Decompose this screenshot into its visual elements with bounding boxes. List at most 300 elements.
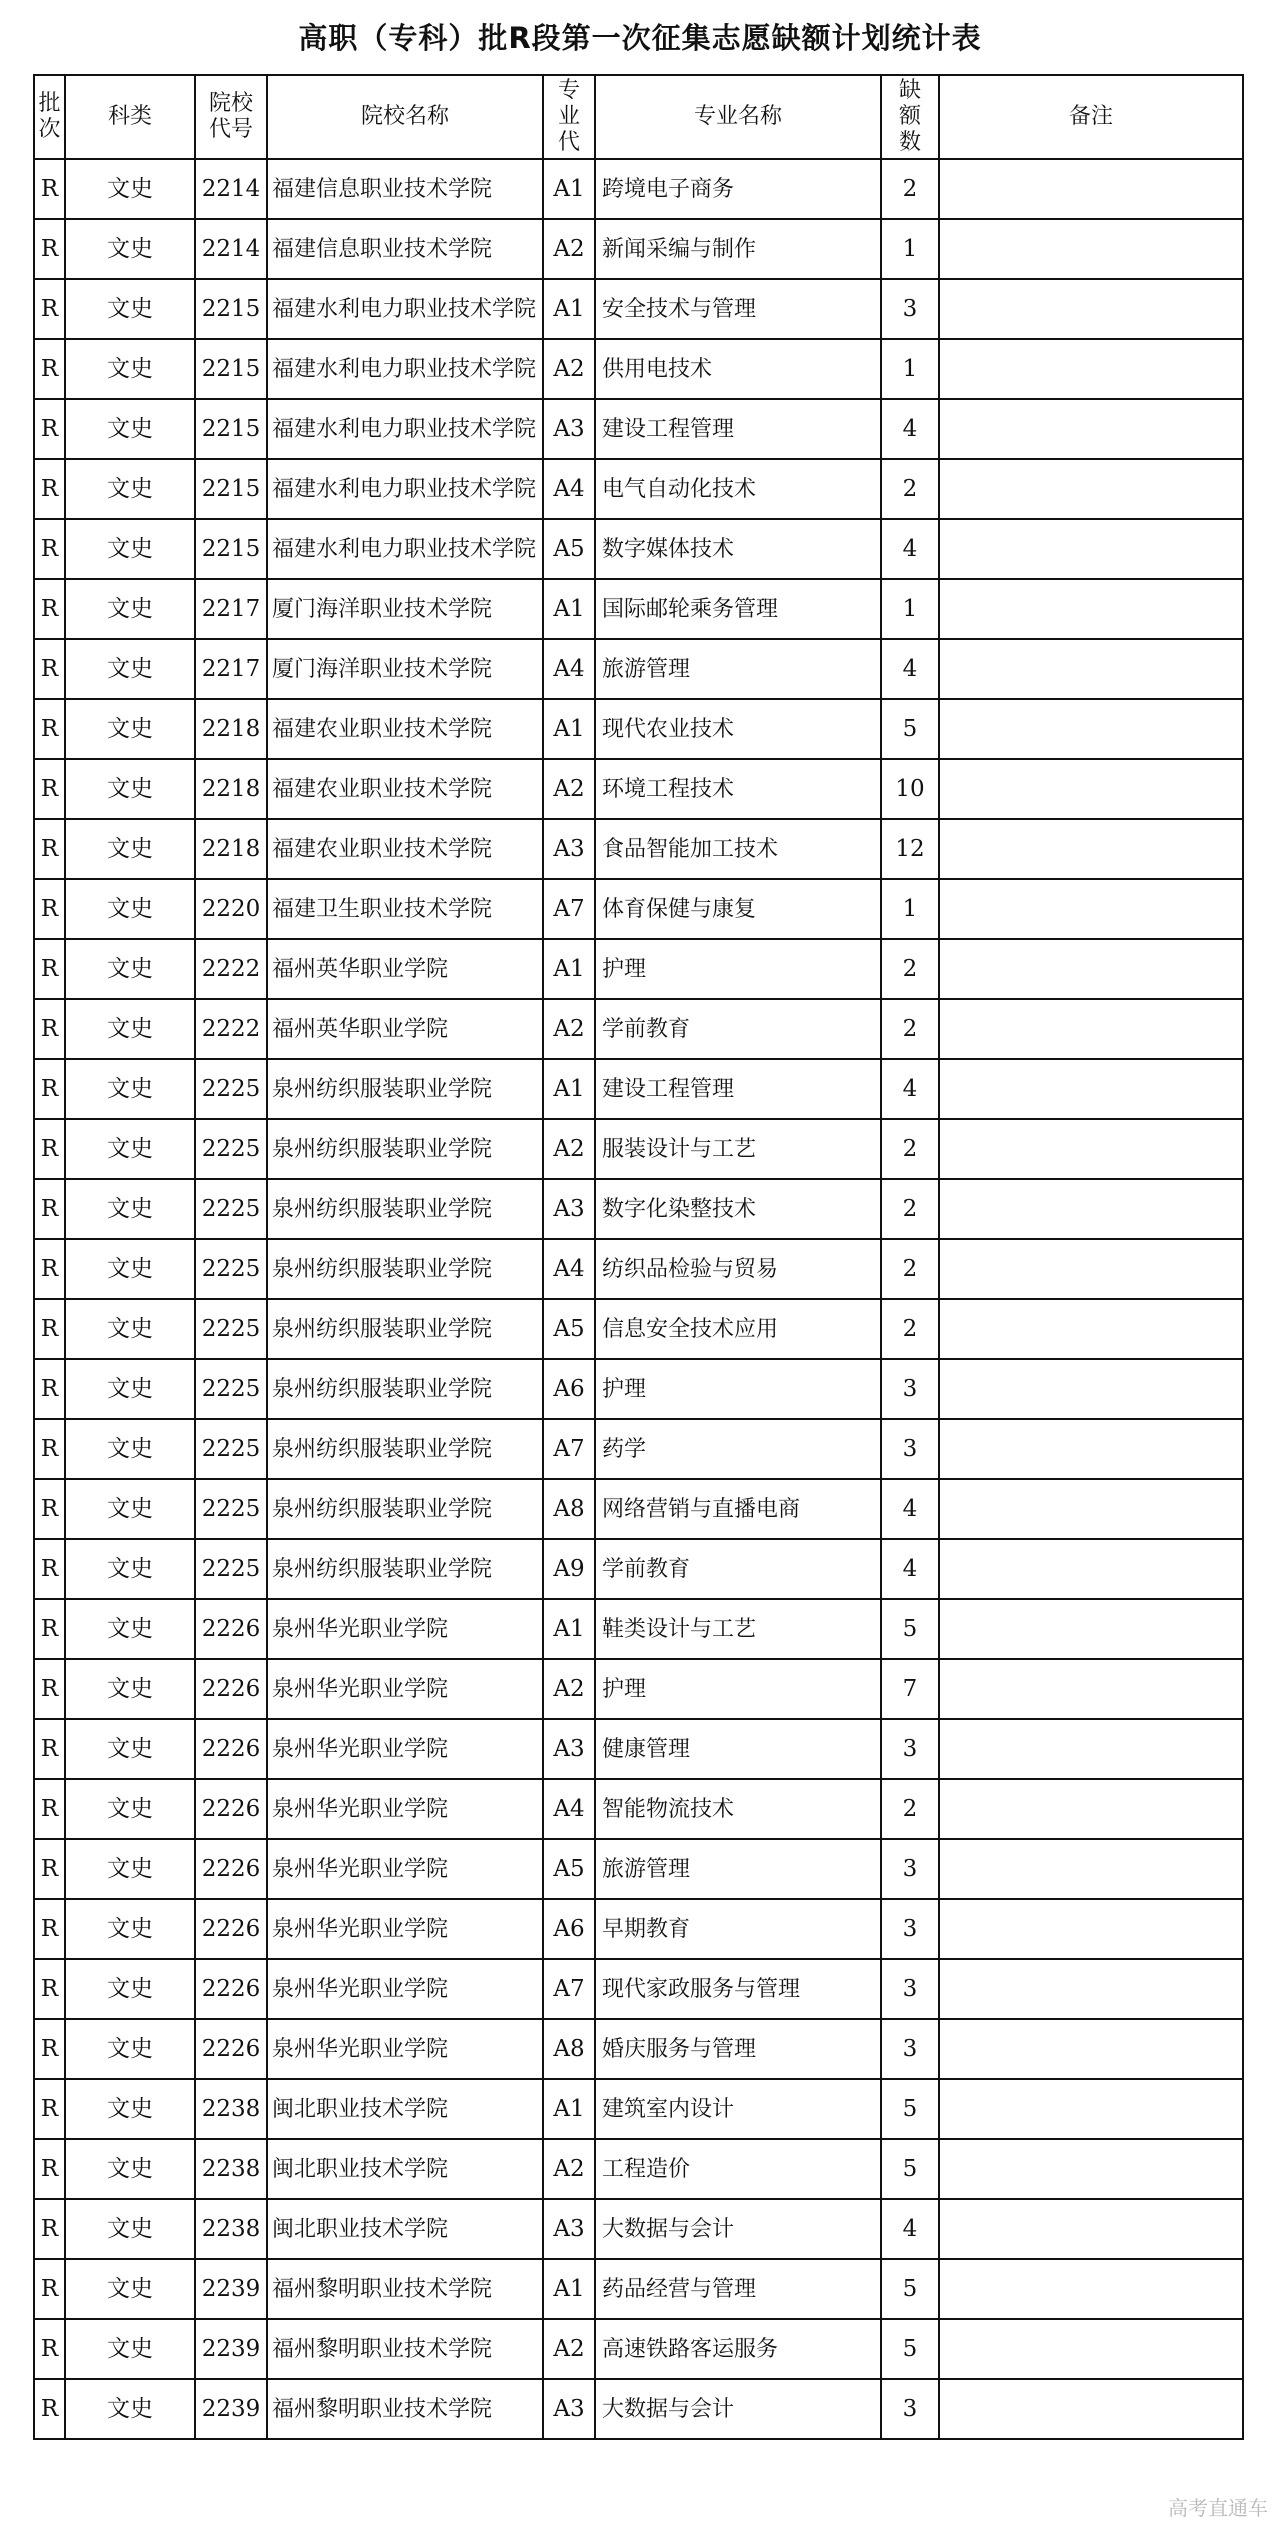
cell-note: [939, 2079, 1243, 2139]
cell-school-code: 2218: [195, 699, 267, 759]
cell-major-code: A4: [543, 1779, 595, 1839]
table-row: [34, 459, 1243, 519]
cell-note: [939, 459, 1243, 519]
table-row: [34, 1659, 1243, 1719]
cell-school-name: 泉州纺织服装职业学院: [267, 1119, 543, 1179]
cell-major-code: A6: [543, 1359, 595, 1419]
cell-major-name: 药学: [595, 1419, 881, 1479]
cell-major-code: A1: [543, 2259, 595, 2319]
cell-major-code: A4: [543, 1239, 595, 1299]
cell-vacancy: 3: [881, 2019, 939, 2079]
cell-vacancy: 3: [881, 1419, 939, 1479]
cell-major-code: A7: [543, 879, 595, 939]
cell-school-code: 2214: [195, 219, 267, 279]
cell-school-name: 福建农业职业技术学院: [267, 759, 543, 819]
cell-major-name: 现代家政服务与管理: [595, 1959, 881, 2019]
cell-note: [939, 399, 1243, 459]
cell-school-code: 2226: [195, 1839, 267, 1899]
cell-subject: 文史: [65, 1299, 195, 1359]
table-row: [34, 1239, 1243, 1299]
cell-vacancy: 10: [881, 759, 939, 819]
cell-note: [939, 2139, 1243, 2199]
cell-vacancy: 4: [881, 1059, 939, 1119]
cell-school-name: 泉州华光职业学院: [267, 1839, 543, 1899]
table-row: [34, 279, 1243, 339]
cell-school-name: 福州英华职业学院: [267, 999, 543, 1059]
cell-major-name: 药品经营与管理: [595, 2259, 881, 2319]
cell-vacancy: 3: [881, 1839, 939, 1899]
cell-school-name: 泉州纺织服装职业学院: [267, 1299, 543, 1359]
table-row: [34, 999, 1243, 1059]
cell-subject: 文史: [65, 2139, 195, 2199]
cell-major-name: 婚庆服务与管理: [595, 2019, 881, 2079]
cell-subject: 文史: [65, 2319, 195, 2379]
cell-school-name: 泉州纺织服装职业学院: [267, 1479, 543, 1539]
cell-batch: R: [34, 1599, 65, 1659]
cell-vacancy: 3: [881, 1959, 939, 2019]
table-row: [34, 939, 1243, 999]
cell-school-code: 2225: [195, 1299, 267, 1359]
cell-batch: R: [34, 579, 65, 639]
cell-batch: R: [34, 2379, 65, 2439]
cell-vacancy: 4: [881, 519, 939, 579]
cell-major-code: A2: [543, 759, 595, 819]
cell-vacancy: 3: [881, 1899, 939, 1959]
cell-major-name: 智能物流技术: [595, 1779, 881, 1839]
cell-vacancy: 5: [881, 699, 939, 759]
table-row: [34, 819, 1243, 879]
cell-note: [939, 1959, 1243, 2019]
cell-school-name: 泉州纺织服装职业学院: [267, 1179, 543, 1239]
table-row: [34, 1059, 1243, 1119]
cell-major-name: 信息安全技术应用: [595, 1299, 881, 1359]
cell-school-name: 福州黎明职业技术学院: [267, 2379, 543, 2439]
table-row: [34, 1839, 1243, 1899]
cell-note: [939, 1779, 1243, 1839]
cell-vacancy: 2: [881, 459, 939, 519]
watermark: 高考直通车: [1168, 2496, 1268, 2520]
cell-school-code: 2226: [195, 1719, 267, 1779]
cell-school-code: 2225: [195, 1119, 267, 1179]
cell-major-code: A1: [543, 1599, 595, 1659]
cell-note: [939, 2259, 1243, 2319]
cell-subject: 文史: [65, 759, 195, 819]
cell-vacancy: 5: [881, 2079, 939, 2139]
cell-batch: R: [34, 879, 65, 939]
table-row: [34, 2139, 1243, 2199]
header-vacancy: 缺 额 数: [881, 75, 939, 159]
cell-school-code: 2239: [195, 2379, 267, 2439]
cell-major-code: A5: [543, 1839, 595, 1899]
cell-batch: R: [34, 2139, 65, 2199]
cell-major-code: A7: [543, 1959, 595, 2019]
cell-subject: 文史: [65, 2259, 195, 2319]
cell-school-name: 泉州纺织服装职业学院: [267, 1419, 543, 1479]
cell-major-code: A2: [543, 999, 595, 1059]
cell-major-code: A4: [543, 459, 595, 519]
cell-note: [939, 879, 1243, 939]
cell-subject: 文史: [65, 579, 195, 639]
cell-batch: R: [34, 699, 65, 759]
cell-school-code: 2226: [195, 1659, 267, 1719]
cell-major-code: A4: [543, 639, 595, 699]
cell-vacancy: 12: [881, 819, 939, 879]
cell-major-name: 食品智能加工技术: [595, 819, 881, 879]
cell-vacancy: 2: [881, 999, 939, 1059]
cell-vacancy: 2: [881, 1239, 939, 1299]
cell-major-name: 早期教育: [595, 1899, 881, 1959]
cell-school-name: 福建水利电力职业技术学院: [267, 279, 543, 339]
cell-school-code: 2225: [195, 1179, 267, 1239]
cell-school-code: 2222: [195, 939, 267, 999]
cell-school-code: 2225: [195, 1479, 267, 1539]
cell-major-name: 工程造价: [595, 2139, 881, 2199]
cell-major-name: 大数据与会计: [595, 2199, 881, 2259]
cell-batch: R: [34, 2199, 65, 2259]
cell-vacancy: 5: [881, 2319, 939, 2379]
table-row: [34, 579, 1243, 639]
cell-major-code: A1: [543, 699, 595, 759]
cell-major-name: 环境工程技术: [595, 759, 881, 819]
cell-major-code: A1: [543, 279, 595, 339]
cell-subject: 文史: [65, 1959, 195, 2019]
cell-school-name: 泉州华光职业学院: [267, 2019, 543, 2079]
cell-school-code: 2238: [195, 2079, 267, 2139]
table-row: [34, 639, 1243, 699]
cell-subject: 文史: [65, 2079, 195, 2139]
cell-vacancy: 2: [881, 1119, 939, 1179]
cell-batch: R: [34, 1839, 65, 1899]
cell-note: [939, 819, 1243, 879]
cell-note: [939, 2379, 1243, 2439]
cell-major-code: A1: [543, 1059, 595, 1119]
cell-major-code: A2: [543, 219, 595, 279]
cell-major-code: A2: [543, 1659, 595, 1719]
cell-subject: 文史: [65, 279, 195, 339]
cell-school-code: 2238: [195, 2199, 267, 2259]
cell-vacancy: 2: [881, 1299, 939, 1359]
cell-batch: R: [34, 219, 65, 279]
cell-major-name: 跨境电子商务: [595, 159, 881, 219]
cell-note: [939, 1059, 1243, 1119]
cell-school-code: 2220: [195, 879, 267, 939]
cell-major-name: 建设工程管理: [595, 1059, 881, 1119]
cell-subject: 文史: [65, 1839, 195, 1899]
cell-batch: R: [34, 759, 65, 819]
cell-school-code: 2214: [195, 159, 267, 219]
table-row: [34, 1119, 1243, 1179]
cell-note: [939, 1479, 1243, 1539]
cell-subject: 文史: [65, 2379, 195, 2439]
cell-vacancy: 4: [881, 1539, 939, 1599]
cell-subject: 文史: [65, 1239, 195, 1299]
cell-batch: R: [34, 339, 65, 399]
table-row: [34, 1419, 1243, 1479]
cell-major-name: 网络营销与直播电商: [595, 1479, 881, 1539]
cell-batch: R: [34, 939, 65, 999]
cell-major-code: A9: [543, 1539, 595, 1599]
cell-note: [939, 519, 1243, 579]
cell-note: [939, 279, 1243, 339]
cell-major-name: 安全技术与管理: [595, 279, 881, 339]
cell-school-name: 泉州华光职业学院: [267, 1959, 543, 2019]
cell-school-name: 福建农业职业技术学院: [267, 699, 543, 759]
cell-school-name: 福州黎明职业技术学院: [267, 2319, 543, 2379]
cell-vacancy: 3: [881, 279, 939, 339]
cell-school-code: 2217: [195, 639, 267, 699]
cell-vacancy: 5: [881, 2139, 939, 2199]
cell-subject: 文史: [65, 1419, 195, 1479]
cell-note: [939, 1659, 1243, 1719]
table-row: [34, 2379, 1243, 2439]
cell-note: [939, 219, 1243, 279]
cell-subject: 文史: [65, 459, 195, 519]
cell-subject: 文史: [65, 1179, 195, 1239]
cell-vacancy: 1: [881, 219, 939, 279]
cell-vacancy: 4: [881, 639, 939, 699]
cell-batch: R: [34, 459, 65, 519]
cell-vacancy: 3: [881, 1359, 939, 1419]
cell-major-name: 学前教育: [595, 999, 881, 1059]
cell-subject: 文史: [65, 519, 195, 579]
cell-major-code: A7: [543, 1419, 595, 1479]
cell-vacancy: 1: [881, 339, 939, 399]
cell-school-code: 2215: [195, 459, 267, 519]
cell-major-code: A3: [543, 2379, 595, 2439]
cell-school-code: 2226: [195, 1779, 267, 1839]
cell-school-code: 2226: [195, 1899, 267, 1959]
cell-batch: R: [34, 2259, 65, 2319]
table-row: [34, 879, 1243, 939]
cell-note: [939, 159, 1243, 219]
table-row: [34, 2199, 1243, 2259]
cell-major-name: 护理: [595, 1659, 881, 1719]
cell-school-code: 2218: [195, 759, 267, 819]
header-major-code: 专 业 代: [543, 75, 595, 159]
cell-vacancy: 2: [881, 1179, 939, 1239]
cell-batch: R: [34, 519, 65, 579]
cell-school-code: 2215: [195, 519, 267, 579]
cell-subject: 文史: [65, 639, 195, 699]
cell-vacancy: 3: [881, 2379, 939, 2439]
cell-school-code: 2225: [195, 1359, 267, 1419]
cell-school-name: 福建农业职业技术学院: [267, 819, 543, 879]
cell-major-name: 鞋类设计与工艺: [595, 1599, 881, 1659]
cell-school-name: 福建信息职业技术学院: [267, 159, 543, 219]
cell-school-code: 2238: [195, 2139, 267, 2199]
cell-school-name: 福建卫生职业技术学院: [267, 879, 543, 939]
table-body: [34, 159, 1243, 2439]
vacancy-table: [33, 74, 1244, 2440]
cell-school-code: 2225: [195, 1419, 267, 1479]
cell-major-name: 建设工程管理: [595, 399, 881, 459]
cell-batch: R: [34, 1359, 65, 1419]
cell-school-code: 2239: [195, 2319, 267, 2379]
cell-major-code: A2: [543, 1119, 595, 1179]
cell-vacancy: 7: [881, 1659, 939, 1719]
cell-batch: R: [34, 2079, 65, 2139]
cell-subject: 文史: [65, 1119, 195, 1179]
cell-subject: 文史: [65, 1659, 195, 1719]
cell-school-name: 泉州纺织服装职业学院: [267, 1239, 543, 1299]
cell-school-code: 2225: [195, 1239, 267, 1299]
table-row: [34, 399, 1243, 459]
cell-school-code: 2225: [195, 1059, 267, 1119]
cell-subject: 文史: [65, 1359, 195, 1419]
cell-major-name: 纺织品检验与贸易: [595, 1239, 881, 1299]
cell-batch: R: [34, 399, 65, 459]
cell-school-name: 泉州纺织服装职业学院: [267, 1539, 543, 1599]
cell-school-name: 福州英华职业学院: [267, 939, 543, 999]
cell-subject: 文史: [65, 819, 195, 879]
cell-vacancy: 4: [881, 2199, 939, 2259]
cell-school-code: 2218: [195, 819, 267, 879]
cell-school-name: 闽北职业技术学院: [267, 2079, 543, 2139]
cell-note: [939, 2319, 1243, 2379]
cell-school-name: 泉州华光职业学院: [267, 1599, 543, 1659]
cell-vacancy: 5: [881, 2259, 939, 2319]
cell-batch: R: [34, 1719, 65, 1779]
cell-school-name: 泉州华光职业学院: [267, 1899, 543, 1959]
table-row: [34, 1599, 1243, 1659]
cell-note: [939, 1539, 1243, 1599]
cell-subject: 文史: [65, 999, 195, 1059]
cell-subject: 文史: [65, 699, 195, 759]
cell-school-code: 2222: [195, 999, 267, 1059]
cell-major-name: 电气自动化技术: [595, 459, 881, 519]
table-row: [34, 1479, 1243, 1539]
header-school-name: 院校名称: [267, 75, 543, 159]
table-row: [34, 1299, 1243, 1359]
cell-school-code: 2226: [195, 2019, 267, 2079]
cell-note: [939, 1899, 1243, 1959]
cell-major-code: A3: [543, 2199, 595, 2259]
cell-subject: 文史: [65, 939, 195, 999]
cell-vacancy: 2: [881, 939, 939, 999]
cell-batch: R: [34, 1059, 65, 1119]
cell-major-name: 旅游管理: [595, 1839, 881, 1899]
cell-school-code: 2226: [195, 1599, 267, 1659]
cell-batch: R: [34, 159, 65, 219]
cell-note: [939, 699, 1243, 759]
cell-subject: 文史: [65, 1479, 195, 1539]
cell-school-name: 泉州华光职业学院: [267, 1659, 543, 1719]
cell-batch: R: [34, 1779, 65, 1839]
cell-school-name: 泉州纺织服装职业学院: [267, 1359, 543, 1419]
cell-major-code: A1: [543, 939, 595, 999]
table-row: [34, 1359, 1243, 1419]
cell-subject: 文史: [65, 1599, 195, 1659]
cell-major-code: A3: [543, 1179, 595, 1239]
cell-subject: 文史: [65, 879, 195, 939]
table-row: [34, 219, 1243, 279]
table-row: [34, 1959, 1243, 2019]
cell-major-code: A3: [543, 1719, 595, 1779]
cell-major-code: A6: [543, 1899, 595, 1959]
cell-major-name: 服装设计与工艺: [595, 1119, 881, 1179]
cell-batch: R: [34, 279, 65, 339]
table-row: [34, 1779, 1243, 1839]
cell-batch: R: [34, 1539, 65, 1599]
table-row: [34, 1539, 1243, 1599]
cell-note: [939, 999, 1243, 1059]
table-row: [34, 1179, 1243, 1239]
cell-school-code: 2215: [195, 399, 267, 459]
cell-batch: R: [34, 1179, 65, 1239]
cell-major-name: 建筑室内设计: [595, 2079, 881, 2139]
cell-school-name: 厦门海洋职业技术学院: [267, 639, 543, 699]
cell-vacancy: 1: [881, 579, 939, 639]
cell-note: [939, 1419, 1243, 1479]
cell-batch: R: [34, 1119, 65, 1179]
table-row: [34, 759, 1243, 819]
cell-school-name: 泉州华光职业学院: [267, 1719, 543, 1779]
cell-subject: 文史: [65, 2019, 195, 2079]
cell-school-code: 2225: [195, 1539, 267, 1599]
cell-major-code: A5: [543, 519, 595, 579]
cell-school-name: 福建水利电力职业技术学院: [267, 339, 543, 399]
cell-note: [939, 1179, 1243, 1239]
cell-note: [939, 1839, 1243, 1899]
cell-vacancy: 4: [881, 399, 939, 459]
cell-batch: R: [34, 1659, 65, 1719]
cell-major-name: 供用电技术: [595, 339, 881, 399]
table-row: [34, 519, 1243, 579]
cell-note: [939, 579, 1243, 639]
cell-vacancy: 1: [881, 879, 939, 939]
cell-major-name: 数字化染整技术: [595, 1179, 881, 1239]
table-row: [34, 2259, 1243, 2319]
cell-batch: R: [34, 639, 65, 699]
table-row: [34, 2319, 1243, 2379]
cell-major-name: 大数据与会计: [595, 2379, 881, 2439]
cell-note: [939, 2019, 1243, 2079]
header-major-name: 专业名称: [595, 75, 881, 159]
cell-note: [939, 1119, 1243, 1179]
cell-major-code: A2: [543, 2319, 595, 2379]
table-row: [34, 2079, 1243, 2139]
table-row: [34, 339, 1243, 399]
cell-major-code: A2: [543, 2139, 595, 2199]
cell-school-name: 福建水利电力职业技术学院: [267, 399, 543, 459]
cell-batch: R: [34, 1239, 65, 1299]
cell-school-name: 福州黎明职业技术学院: [267, 2259, 543, 2319]
header-subject: 科类: [65, 75, 195, 159]
cell-school-name: 厦门海洋职业技术学院: [267, 579, 543, 639]
cell-school-code: 2226: [195, 1959, 267, 2019]
table-row: [34, 699, 1243, 759]
cell-subject: 文史: [65, 2199, 195, 2259]
cell-note: [939, 1299, 1243, 1359]
header-note: 备注: [939, 75, 1243, 159]
cell-school-code: 2215: [195, 339, 267, 399]
cell-note: [939, 1239, 1243, 1299]
cell-school-code: 2239: [195, 2259, 267, 2319]
cell-school-name: 泉州纺织服装职业学院: [267, 1059, 543, 1119]
table-row: [34, 1899, 1243, 1959]
cell-major-code: A1: [543, 159, 595, 219]
header-batch: 批 次: [34, 75, 65, 159]
cell-major-code: A1: [543, 579, 595, 639]
cell-batch: R: [34, 1479, 65, 1539]
cell-school-name: 闽北职业技术学院: [267, 2139, 543, 2199]
header-school-code: 院校 代号: [195, 75, 267, 159]
cell-vacancy: 5: [881, 1599, 939, 1659]
cell-subject: 文史: [65, 159, 195, 219]
cell-note: [939, 639, 1243, 699]
cell-vacancy: 4: [881, 1479, 939, 1539]
cell-major-name: 数字媒体技术: [595, 519, 881, 579]
